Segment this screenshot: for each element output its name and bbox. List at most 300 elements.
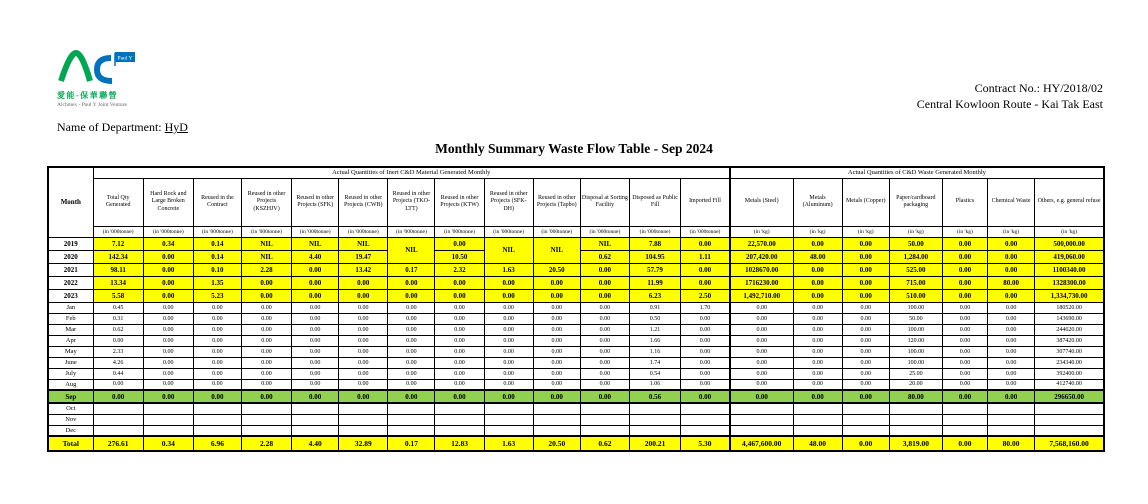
table-row	[48, 379, 1104, 390]
cell: 0.00	[942, 368, 987, 379]
unit-header: (in '000tonne)	[93, 226, 143, 237]
table-row	[48, 403, 1104, 414]
cell: 0.00	[730, 335, 793, 346]
cell	[793, 425, 842, 436]
cell: 0.00	[435, 237, 484, 250]
table-row	[48, 324, 1104, 335]
table-row	[48, 263, 1104, 276]
cell	[241, 403, 291, 414]
table-row	[48, 302, 1104, 313]
cell: 0.34	[143, 436, 193, 451]
cell: 0.00	[730, 379, 793, 390]
logo-c-shape	[97, 58, 112, 81]
cell: 2.28	[241, 263, 291, 276]
logo-a-shape	[61, 53, 90, 81]
cell: 0.00	[388, 368, 435, 379]
cell: 22,570.00	[730, 237, 793, 250]
cell: 0.00	[988, 357, 1035, 368]
cell	[793, 414, 842, 425]
cell: 0.00	[143, 368, 193, 379]
cell	[339, 414, 388, 425]
cell: 0.00	[580, 276, 629, 289]
cell: 1.11	[681, 250, 730, 263]
cell: 0.00	[681, 263, 730, 276]
column-header: Reused in the Contract	[193, 178, 241, 226]
cell: 0.00	[988, 379, 1035, 390]
cell: 20.00	[889, 379, 942, 390]
cell: 0.00	[292, 346, 339, 357]
cell: NIL	[580, 237, 629, 250]
cell: 0.00	[484, 357, 533, 368]
cell: 19.47	[339, 250, 388, 263]
cell: 0.00	[988, 390, 1035, 403]
cell: 500,000.00	[1035, 237, 1104, 250]
cell	[339, 403, 388, 414]
unit-header: (in '000tonne)	[435, 226, 484, 237]
cell: 0.00	[942, 357, 987, 368]
cell: 0.00	[580, 263, 629, 276]
cell: 0.00	[339, 390, 388, 403]
cell: 0.00	[580, 390, 629, 403]
cell: 0.00	[681, 379, 730, 390]
cell: 0.00	[435, 313, 484, 324]
cell: 0.00	[484, 379, 533, 390]
cell: 0.00	[842, 289, 889, 302]
cell: 0.62	[93, 324, 143, 335]
cell: 0.00	[681, 335, 730, 346]
cell	[484, 414, 533, 425]
cell: 0.00	[193, 379, 241, 390]
cell: 0.00	[942, 390, 987, 403]
unit-header: (in '000tonne)	[388, 226, 435, 237]
cell: 120.00	[889, 335, 942, 346]
unit-header: (in 'kg)	[889, 226, 942, 237]
cell: 0.00	[193, 302, 241, 313]
cell: 0.00	[533, 302, 580, 313]
cell: 57.79	[629, 263, 680, 276]
cell: 0.00	[143, 390, 193, 403]
cell: 0.00	[339, 302, 388, 313]
cell: 0.00	[580, 324, 629, 335]
cell: 0.00	[193, 390, 241, 403]
cell	[435, 414, 484, 425]
cell: 0.00	[533, 379, 580, 390]
cell	[193, 414, 241, 425]
cell: 0.00	[681, 346, 730, 357]
cell	[1035, 425, 1104, 436]
column-header: Reused in other Projects (KTW)	[435, 178, 484, 226]
cell: 0.00	[942, 436, 987, 451]
cell: 200.21	[629, 436, 680, 451]
cell: 0.00	[580, 346, 629, 357]
cell: 0.00	[435, 302, 484, 313]
cell: 510.00	[889, 289, 942, 302]
cell: 0.00	[681, 324, 730, 335]
unit-header: (in 'kg)	[1035, 226, 1104, 237]
row-label: 2020	[48, 250, 93, 263]
cell: 0.00	[435, 357, 484, 368]
cell: 0.00	[988, 335, 1035, 346]
cell	[93, 425, 143, 436]
row-label: Apr	[48, 335, 93, 346]
table-row	[48, 289, 1104, 302]
cell: 0.00	[942, 276, 987, 289]
cell: 4,467,600.00	[730, 436, 793, 451]
cell: 0.00	[339, 379, 388, 390]
cell	[629, 414, 680, 425]
cell: 234340.00	[1035, 357, 1104, 368]
cell: 0.00	[241, 357, 291, 368]
cell: 2.33	[93, 346, 143, 357]
cell	[988, 425, 1035, 436]
unit-header: (in '000tonne)	[629, 226, 680, 237]
cell: 1.66	[629, 335, 680, 346]
cell	[681, 425, 730, 436]
cell: 3,819.00	[889, 436, 942, 451]
column-header: Chemical Waste	[988, 178, 1035, 226]
cell: 0.00	[484, 324, 533, 335]
cell: 0.00	[942, 237, 987, 250]
cell: 0.00	[793, 346, 842, 357]
column-header: Reused in other Projects (KSZHJV)	[241, 178, 291, 226]
waste-flow-table	[47, 166, 1105, 452]
cell: 0.00	[143, 335, 193, 346]
column-header: Metals (Copper)	[842, 178, 889, 226]
cell: 0.00	[580, 302, 629, 313]
unit-header: (in 'kg)	[793, 226, 842, 237]
cell	[1035, 403, 1104, 414]
cell: 0.91	[629, 302, 680, 313]
cell	[143, 414, 193, 425]
cell: 0.00	[388, 346, 435, 357]
cell: 5.30	[681, 436, 730, 451]
cell	[629, 425, 680, 436]
cell: 0.00	[143, 289, 193, 302]
cell: 0.00	[143, 250, 193, 263]
contract-info	[917, 80, 1103, 112]
cell	[292, 414, 339, 425]
cell: 0.00	[484, 346, 533, 357]
cell: 0.00	[143, 313, 193, 324]
cell: 0.00	[942, 263, 987, 276]
cell: 2.32	[435, 263, 484, 276]
cell: 25.00	[889, 368, 942, 379]
cell: 0.00	[793, 379, 842, 390]
cell: 0.00	[193, 368, 241, 379]
cell: 0.00	[93, 379, 143, 390]
cell	[730, 403, 793, 414]
cell	[580, 414, 629, 425]
cell	[580, 425, 629, 436]
cell: NIL	[241, 250, 291, 263]
cell: 0.00	[842, 346, 889, 357]
cell: 0.00	[842, 302, 889, 313]
cell: 0.31	[93, 313, 143, 324]
cell: 1.63	[484, 436, 533, 451]
cell	[842, 425, 889, 436]
cell: 296650.00	[1035, 390, 1104, 403]
cell: 0.62	[580, 250, 629, 263]
cell: 0.00	[193, 324, 241, 335]
cell: 0.00	[193, 357, 241, 368]
cell: 0.00	[388, 313, 435, 324]
cell: 142.34	[93, 250, 143, 263]
cell: 1,334,730.00	[1035, 289, 1104, 302]
cell	[241, 414, 291, 425]
cell: 0.00	[988, 346, 1035, 357]
cell: 48.00	[793, 250, 842, 263]
cell: 0.00	[388, 302, 435, 313]
column-header: Reused in other Projects (Tapbo)	[533, 178, 580, 226]
cell	[533, 414, 580, 425]
cell: 0.00	[339, 324, 388, 335]
cell	[889, 425, 942, 436]
row-label: 2021	[48, 263, 93, 276]
cell: 0.00	[388, 357, 435, 368]
row-label: Mar	[48, 324, 93, 335]
cell: 0.00	[942, 250, 987, 263]
cell: 50.00	[889, 313, 942, 324]
table-row	[48, 368, 1104, 379]
cell: 0.00	[241, 335, 291, 346]
table-row	[48, 414, 1104, 425]
cell: 0.00	[193, 335, 241, 346]
cell: 4.26	[93, 357, 143, 368]
row-label: Aug	[48, 379, 93, 390]
table-row	[48, 335, 1104, 346]
unit-header: (in '000tonne)	[533, 226, 580, 237]
cell: 0.00	[339, 346, 388, 357]
cell	[388, 414, 435, 425]
cell: 100.00	[889, 302, 942, 313]
month-column-header: Month	[48, 167, 93, 237]
row-label: 2019	[48, 237, 93, 250]
cell: 0.00	[988, 250, 1035, 263]
cell: 0.00	[339, 289, 388, 302]
cell: 0.00	[793, 313, 842, 324]
cell: 0.00	[842, 237, 889, 250]
cell: 0.00	[435, 368, 484, 379]
cell: 0.00	[681, 237, 730, 250]
cell: NIL	[292, 237, 339, 250]
cell: 0.00	[793, 289, 842, 302]
cell: 1.70	[681, 302, 730, 313]
cell	[842, 414, 889, 425]
cell: 0.00	[730, 390, 793, 403]
cell: 0.00	[842, 250, 889, 263]
row-label: Nov	[48, 414, 93, 425]
cell: 0.00	[339, 276, 388, 289]
column-header: Imported Fill	[681, 178, 730, 226]
cell: 0.00	[292, 368, 339, 379]
cell: 0.00	[533, 289, 580, 302]
cell: 0.00	[793, 237, 842, 250]
cell: 13.34	[93, 276, 143, 289]
cell: 0.00	[942, 379, 987, 390]
cell: 0.00	[793, 276, 842, 289]
cell	[942, 403, 987, 414]
row-label: Dec	[48, 425, 93, 436]
row-label: Total	[48, 436, 93, 451]
cell: 0.62	[580, 436, 629, 451]
cell: 412740.00	[1035, 379, 1104, 390]
cell: 12.83	[435, 436, 484, 451]
cell: 0.00	[435, 390, 484, 403]
cell: 4.40	[292, 250, 339, 263]
cell: 0.00	[942, 335, 987, 346]
contract-number: Contract No.: HY/2018/02	[974, 81, 1103, 95]
cell: 10.50	[435, 250, 484, 263]
logo-mark-graphic	[57, 50, 137, 84]
cell: NIL	[484, 237, 533, 263]
cell: 0.45	[93, 302, 143, 313]
column-header: Others, e.g. general refuse	[1035, 178, 1104, 226]
row-label: 2022	[48, 276, 93, 289]
cell: 5.23	[193, 289, 241, 302]
cell: 0.00	[842, 276, 889, 289]
cell: 307740.00	[1035, 346, 1104, 357]
cell	[942, 414, 987, 425]
cell: 1,492,710.00	[730, 289, 793, 302]
table-row	[48, 436, 1104, 451]
cell: 0.00	[988, 237, 1035, 250]
cell	[533, 403, 580, 414]
cell: 0.50	[629, 313, 680, 324]
cell: 387420.00	[1035, 335, 1104, 346]
cell: 0.14	[193, 237, 241, 250]
cell: 0.00	[484, 368, 533, 379]
cell: NIL	[533, 237, 580, 263]
cell: 98.11	[93, 263, 143, 276]
cell: 0.00	[143, 346, 193, 357]
cell	[681, 403, 730, 414]
cell: 13.42	[339, 263, 388, 276]
column-header: Reused in other Projects (SFK)	[292, 178, 339, 226]
cell: 0.00	[435, 346, 484, 357]
cell: 0.00	[988, 324, 1035, 335]
cell: 1716230.00	[730, 276, 793, 289]
logo-flag-text: Paul Y	[117, 55, 133, 62]
cell: 0.00	[241, 324, 291, 335]
logo-english-name: Alchmex - Paul Y Joint Venture	[57, 102, 127, 108]
unit-header: (in '000tonne)	[193, 226, 241, 237]
cell: 0.00	[143, 357, 193, 368]
cell: 1328300.00	[1035, 276, 1104, 289]
column-header: Reused in other Projects (TKO-LTT)	[388, 178, 435, 226]
cell: 0.00	[484, 313, 533, 324]
cell: 0.00	[292, 379, 339, 390]
cell: 0.00	[793, 390, 842, 403]
cell: 0.00	[533, 335, 580, 346]
cell	[730, 425, 793, 436]
cell: 2.50	[681, 289, 730, 302]
cell: 7.88	[629, 237, 680, 250]
cell: 0.00	[842, 390, 889, 403]
column-header: Reused in other Projects (CWB)	[339, 178, 388, 226]
cell: 0.00	[292, 357, 339, 368]
cell: 0.00	[580, 289, 629, 302]
cell	[842, 403, 889, 414]
cell: 0.00	[292, 313, 339, 324]
cell: NIL	[388, 237, 435, 263]
cell: 1.06	[629, 379, 680, 390]
cell: 80.00	[889, 390, 942, 403]
unit-header: (in '000tonne)	[339, 226, 388, 237]
cell: 0.00	[241, 390, 291, 403]
cell: 0.00	[292, 302, 339, 313]
cell: 0.00	[580, 357, 629, 368]
cell: 6.23	[629, 289, 680, 302]
cell	[193, 425, 241, 436]
logo-chinese-name: 愛能-保華聯營	[57, 91, 119, 100]
column-header: Disposed as Public Fill	[629, 178, 680, 226]
cell: 20.50	[533, 436, 580, 451]
cell: 0.00	[533, 324, 580, 335]
department-value: HyD	[164, 120, 188, 134]
cell: 2.28	[241, 436, 291, 451]
cell: 0.00	[435, 324, 484, 335]
cell	[1035, 414, 1104, 425]
cell: 207,420.00	[730, 250, 793, 263]
cell: 0.00	[388, 276, 435, 289]
row-label: July	[48, 368, 93, 379]
cell: 0.00	[681, 357, 730, 368]
cell: 1.63	[484, 263, 533, 276]
cell: 419,060.00	[1035, 250, 1104, 263]
table-row	[48, 425, 1104, 436]
cell: 0.00	[241, 289, 291, 302]
cell: 0.00	[484, 302, 533, 313]
cell: 0.00	[193, 346, 241, 357]
cell: 0.00	[988, 313, 1035, 324]
cell	[484, 425, 533, 436]
cell: 0.00	[339, 368, 388, 379]
cell: 0.00	[292, 263, 339, 276]
page-title: Monthly Summary Waste Flow Table - Sep 2024	[435, 141, 713, 156]
cell: 0.00	[193, 313, 241, 324]
contract-title: Central Kowloon Route - Kai Tak East	[916, 97, 1103, 112]
cell: 0.00	[730, 368, 793, 379]
cell: 0.00	[730, 346, 793, 357]
cell: 6.96	[193, 436, 241, 451]
cell: 715.00	[889, 276, 942, 289]
cell: 0.17	[388, 436, 435, 451]
cell: 0.00	[580, 335, 629, 346]
cell	[988, 403, 1035, 414]
cell: 0.00	[388, 335, 435, 346]
cell: 0.00	[93, 390, 143, 403]
cell: 0.00	[942, 313, 987, 324]
cell: 0.00	[988, 263, 1035, 276]
cell	[292, 403, 339, 414]
cell: 5.58	[93, 289, 143, 302]
cell: 80.00	[988, 436, 1035, 451]
column-header: Disposal at Sorting Facility	[580, 178, 629, 226]
cell: 0.17	[388, 263, 435, 276]
cell	[681, 414, 730, 425]
cell: 80.00	[988, 276, 1035, 289]
cell: 180520.00	[1035, 302, 1104, 313]
cell: 0.00	[484, 276, 533, 289]
column-header: Metals (Aluminum)	[793, 178, 842, 226]
cell: NIL	[339, 237, 388, 250]
row-label: June	[48, 357, 93, 368]
cell: 0.00	[143, 302, 193, 313]
cell	[241, 425, 291, 436]
company-logo	[57, 50, 197, 108]
cell: 1.21	[629, 324, 680, 335]
cell	[388, 425, 435, 436]
